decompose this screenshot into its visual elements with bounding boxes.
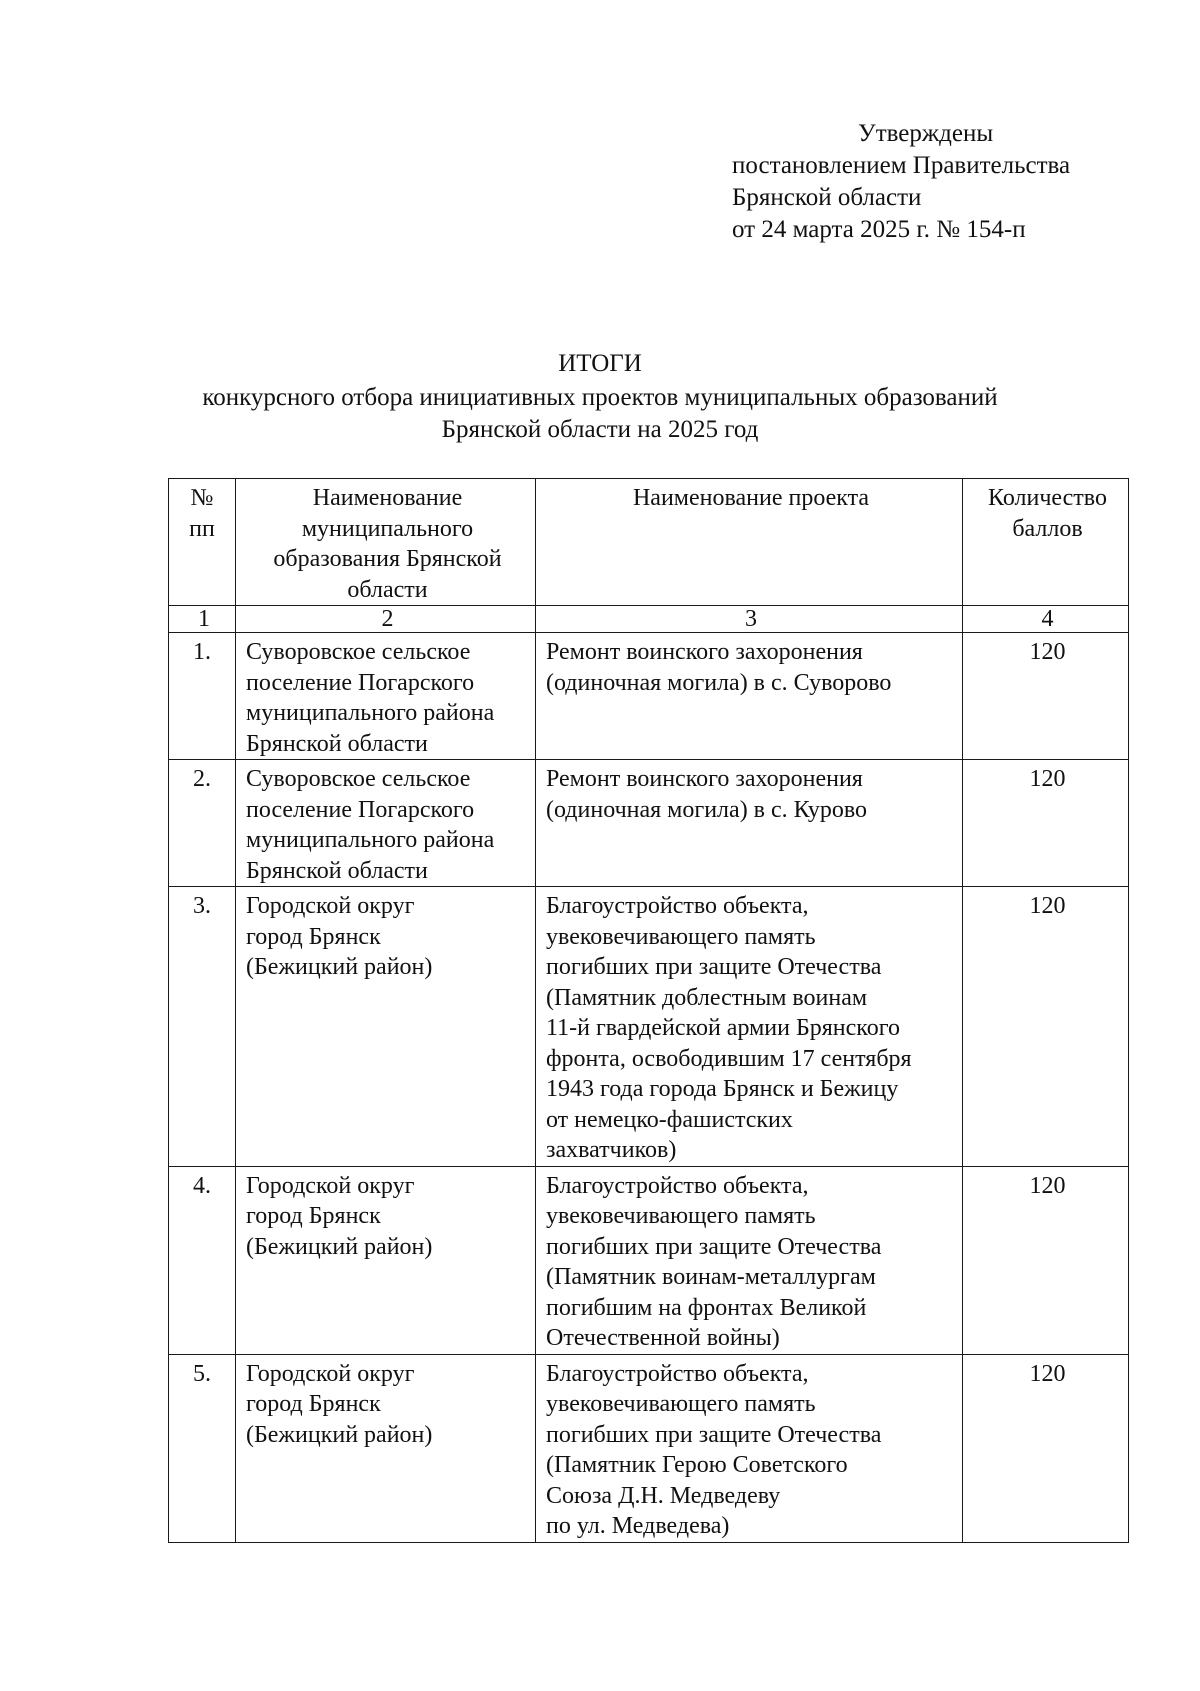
row-score: 120	[963, 1166, 1129, 1354]
document-title	[150, 348, 1050, 446]
row-number: 2.	[169, 760, 236, 887]
approval-line-date-number: от 24 марта 2025 г. № 154-п	[732, 216, 1026, 243]
header-score: Количество баллов	[963, 479, 1129, 606]
approval-line-region: Брянской области	[732, 184, 922, 211]
column-number: 4	[963, 606, 1129, 633]
approval-line-approved: Утверждены	[858, 120, 994, 147]
row-municipality: Городской округ город Брянск (Бежицкий район)	[236, 1354, 536, 1542]
title-heading: ИТОГИ	[558, 350, 642, 377]
column-number: 1	[169, 606, 236, 633]
results-table	[168, 478, 1129, 1543]
table-row	[169, 1166, 1129, 1354]
row-number: 4.	[169, 1166, 236, 1354]
row-number: 1.	[169, 633, 236, 760]
row-project: Благоустройство объекта, увековечивающего память погибших при защите Отечества (Памятник воинам-металлургам погибшим на фронтах Великой Отечественной войны)	[536, 1166, 963, 1354]
header-project: Наименование проекта	[536, 479, 963, 606]
table-header-row	[169, 479, 1129, 606]
header-number: № пп	[169, 479, 236, 606]
row-project: Благоустройство объекта, увековечивающего память погибших при защите Отечества (Памятник Герою Советского Союза Д.Н. Медведеву по ул. Медведева)	[536, 1354, 963, 1542]
row-score: 120	[963, 1354, 1129, 1542]
header-municipality: Наименование муниципального образования Брянской области	[236, 479, 536, 606]
column-number-row	[169, 606, 1129, 633]
row-project: Ремонт воинского захоронения (одиночная могила) в с. Суворово	[536, 633, 963, 760]
row-municipality: Суворовское сельское поселение Погарского муниципального района Брянской области	[236, 633, 536, 760]
row-project: Ремонт воинского захоронения (одиночная могила) в с. Курово	[536, 760, 963, 887]
column-number: 2	[236, 606, 536, 633]
row-number: 3.	[169, 887, 236, 1167]
row-municipality: Суворовское сельское поселение Погарского муниципального района Брянской области	[236, 760, 536, 887]
table-row	[169, 633, 1129, 760]
row-municipality: Городской округ город Брянск (Бежицкий район)	[236, 887, 536, 1167]
approval-stamp	[732, 118, 1070, 246]
row-municipality: Городской округ город Брянск (Бежицкий район)	[236, 1166, 536, 1354]
title-subtitle-line1: конкурсного отбора инициативных проектов муниципальных образований	[202, 384, 998, 411]
row-score: 120	[963, 633, 1129, 760]
table-row	[169, 1354, 1129, 1542]
column-number: 3	[536, 606, 963, 633]
table-row	[169, 887, 1129, 1167]
title-subtitle-line2: Брянской области на 2025 год	[441, 416, 759, 443]
row-number: 5.	[169, 1354, 236, 1542]
row-project: Благоустройство объекта, увековечивающего память погибших при защите Отечества (Памятник доблестным воинам 11-й гвардейской армии Брянского фронта, освободившим 17 сентября 1943 года города Брянск и Бежицу от немецко-фашистских захватчиков)	[536, 887, 963, 1167]
table-row	[169, 760, 1129, 887]
row-score: 120	[963, 760, 1129, 887]
row-score: 120	[963, 887, 1129, 1167]
approval-line-resolution: постановлением Правительства	[732, 152, 1071, 179]
